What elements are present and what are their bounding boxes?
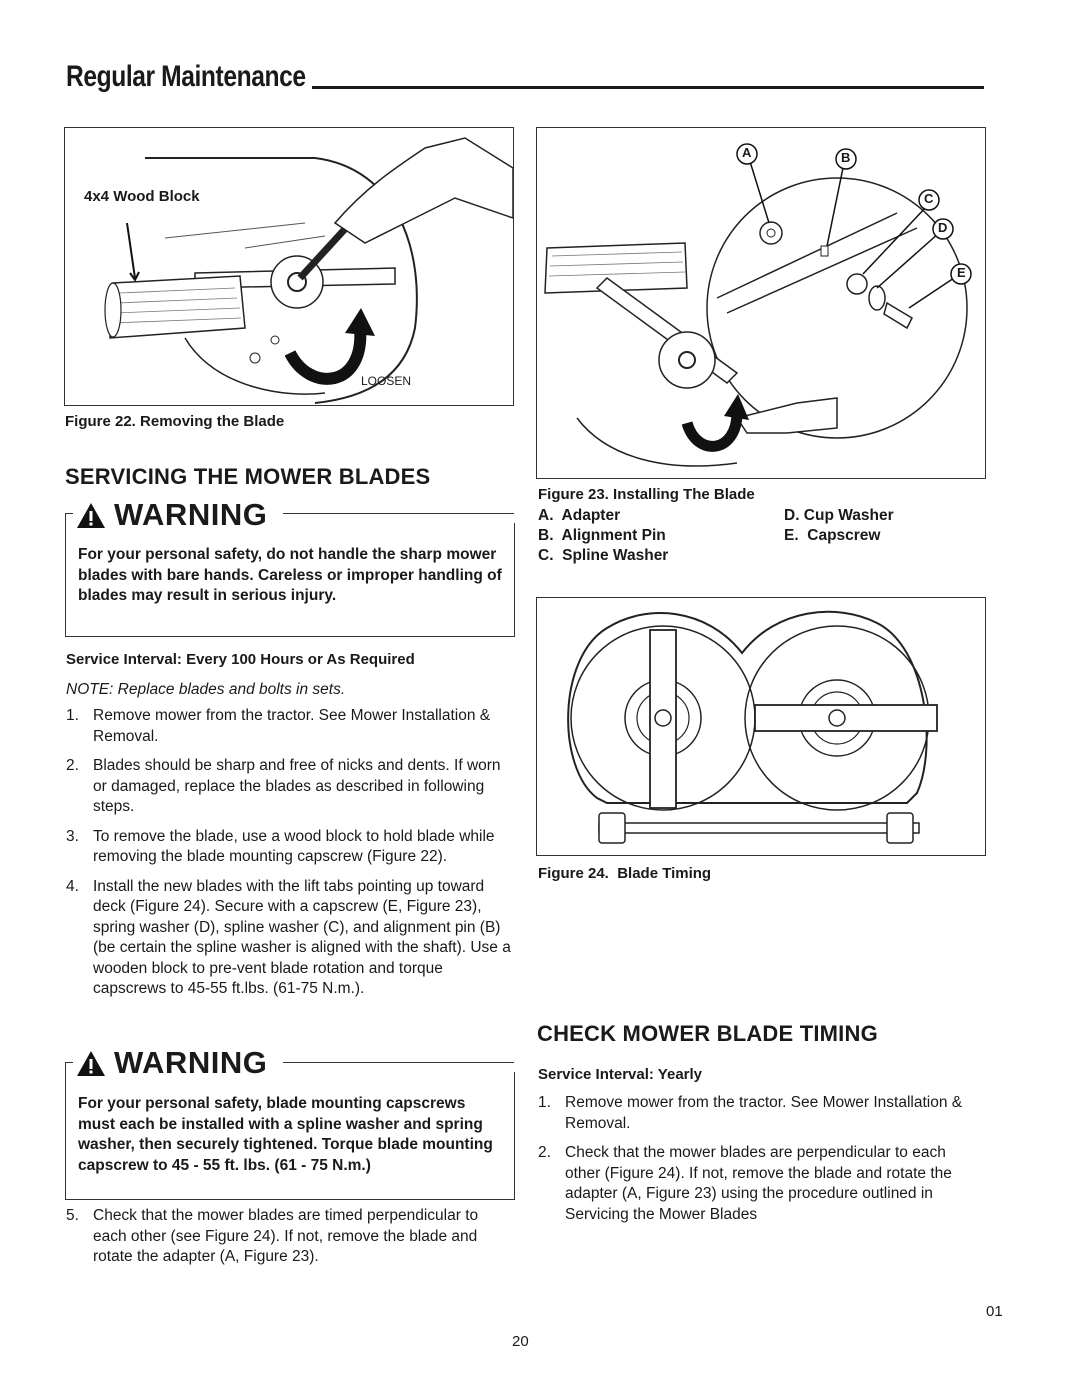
servicing-steps-list [66, 706, 514, 1009]
page-number: 20 [512, 1333, 529, 1350]
servicing-step-1: 1. Remove mower from the tractor. See Mower Installation & Removal. [66, 707, 491, 745]
servicing-step-3: 3. To remove the blade, use a wood block to hold blade while removing the blade mounting capscrew (Figure 22). [66, 827, 495, 865]
timing-step-1: 1. Remove mower from the tractor. See Mower Installation & Removal. [538, 1094, 963, 1132]
figure-23-caption: Figure 23. Installing The Blade [538, 486, 755, 503]
warning-1-text: For your personal safety, do not handle the sharp mower blades with bare hands. Careless or improper handling of blades may result in serious injury. [78, 546, 502, 604]
step-text: Install the new blades with the lift tabs pointing up toward deck (Figure 24). Secure with a capscrew (E, Figure 23), spring washer (D), spline washer (C), and alignment pin (B) (be certain the spline washer is aligned with the shaft). Use a wooden block to pre-vent blade rotation and torque capscrews to 45-55 ft.lbs. (61-75 N.m.). [93, 877, 511, 997]
step-text: Remove mower from the tractor. See Mower Installation & Removal. [93, 707, 491, 745]
callout-b: B [841, 150, 851, 165]
label-loosen: LOOSEN [361, 374, 412, 388]
warning-2-top-rule [283, 1062, 514, 1063]
removing-blade-illustration [65, 128, 513, 405]
step-text: Blades should be sharp and free of nicks and dents. If worn or damaged, replace the blades as described in following steps. [93, 757, 501, 815]
service-interval-yearly: Service Interval: Yearly [538, 1066, 703, 1083]
servicing-step-5-list [66, 1206, 514, 1277]
callout-a: A [742, 145, 752, 160]
header-rule [312, 86, 984, 89]
figure-23-legend-b: B. Alignment Pin [538, 527, 666, 544]
installing-blade-illustration [537, 128, 985, 478]
page-header-title: Regular Maintenance [66, 60, 306, 93]
callout-c: C [924, 191, 934, 206]
warning-2-title: WARNING [114, 1045, 268, 1080]
note-replace-blades: NOTE: Replace blades and bolts in sets. [66, 681, 346, 698]
step-text: Check that the mower blades are timed perpendicular to each other (see Figure 24). If not, remove the blade and rotate the adapter (A, Figure 23). [93, 1207, 479, 1265]
warning-2-top-left-rule [65, 1062, 73, 1063]
callout-d: D [938, 220, 948, 235]
step-text: Remove mower from the tractor. See Mower Installation & Removal. [565, 1094, 963, 1132]
figure-23-legend-c: C. Spline Washer [538, 547, 669, 564]
warning-1-title: WARNING [114, 497, 268, 532]
warning-1-top-rule [283, 513, 514, 514]
section-title-blade-timing: CHECK MOWER BLADE TIMING [537, 1021, 878, 1046]
warning-2-left-rule [65, 1062, 66, 1072]
step-text: Check that the mower blades are perpendicular to each other (Figure 24). If not, remove the blade and rotate the adapter (A, Figure 23) using the procedure outlined in Servicing the Mower Blades [565, 1144, 952, 1223]
figure-22-box [64, 127, 514, 406]
figure-23-legend-d: D. Cup Washer [784, 507, 894, 524]
figure-24-caption: Figure 24. Blade Timing [538, 865, 712, 882]
step-text: To remove the blade, use a wood block to hold blade while removing the blade mounting capscrew (Figure 22). [93, 827, 495, 865]
warning-1-top-left-rule [65, 513, 73, 514]
warning-1-left-rule [65, 513, 66, 523]
timing-steps-list [538, 1093, 984, 1234]
servicing-step-2: 2. Blades should be sharp and free of nicks and dents. If worn or damaged, replace the blades as described in following steps. [66, 757, 501, 815]
servicing-step-5: 5. Check that the mower blades are timed perpendicular to each other (see Figure 24). If not, remove the blade and rotate the adapter (A, Figure 23). [66, 1207, 479, 1265]
service-interval-100-hours: Service Interval: Every 100 Hours or As Required [66, 651, 415, 668]
blade-timing-diagram [537, 598, 985, 855]
callout-e: E [957, 265, 966, 280]
figure-23-box [536, 127, 986, 479]
warning-2-text: For your personal safety, blade mounting capscrews must each be installed with a spline washer and spring washer, then securely tightened. Torque blade mounting capscrew to 45 - 55 ft. lbs. (61 - 75 N.m.) [78, 1095, 493, 1174]
section-title-servicing-blades: SERVICING THE MOWER BLADES [65, 464, 431, 489]
figure-23-legend-e: E. Capscrew [784, 527, 881, 544]
timing-step-2: 2. Check that the mower blades are perpendicular to each other (Figure 24). If not, remove the blade and rotate the adapter (A, Figure 23) using the procedure outlined in Servicing the Mower Blades [538, 1144, 952, 1223]
figure-24-box [536, 597, 986, 856]
figure-23-legend-a: A. Adapter [538, 507, 621, 524]
figure-22-caption: Figure 22. Removing the Blade [65, 413, 285, 430]
revision-number: 01 [986, 1303, 1003, 1320]
servicing-step-4: 4. Install the new blades with the lift tabs pointing up toward deck (Figure 24). Secure with a capscrew (E, Figure 23), spring washer (D), spline washer (C), and alignment pin (B) (be certain the spline washer is aligned with the shaft). Use a wooden block to pre-vent blade rotation and torque capscrews to 45-55 ft.lbs. (61-75 N.m.). [66, 877, 511, 997]
label-wood-block: 4x4 Wood Block [84, 188, 200, 205]
